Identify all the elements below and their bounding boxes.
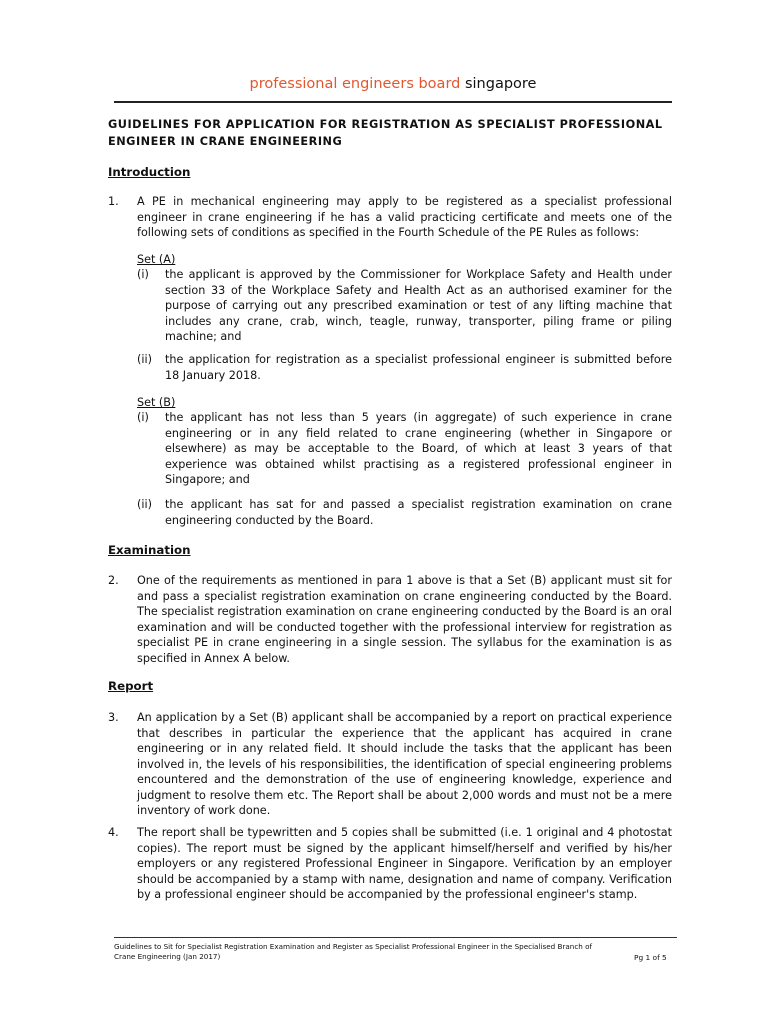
brand-name: professional engineers board: [249, 76, 461, 92]
set-b-label: Set (B): [137, 396, 176, 409]
paragraph-number: 3.: [108, 711, 119, 724]
item-text: the applicant has not less than 5 years (in aggregate) of such experience in crane engineering or in any field related to crane engineering (whether in Singapore or elsewhere) as may be acceptable to the Board, of which at least 3 years of that experience was obtained whilst practising as a registered professional engineer in Singapore; and: [165, 411, 672, 486]
paragraph-text: An application by a Set (B) applicant shall be accompanied by a report on practical experience that describes in particular the experience that the applicant has acquired in crane engineering or in any related field. It should include the tasks that the applicant has been involved in, the levels of his responsibilities, the identification of special engineering problems encountered and the demonstration of the use of engineering knowledge, experience and judgment to resolve them etc. The Report shall be about 2,000 words and must not be a mere inventory of work done.: [137, 711, 672, 817]
paragraph-number: 2.: [108, 574, 119, 587]
page-number: Pg 1 of 5: [634, 953, 667, 962]
item-number: (i): [137, 411, 149, 424]
header-divider: [114, 101, 672, 103]
document-title: [108, 116, 688, 150]
brand-suffix: singapore: [464, 76, 537, 92]
item-text: the applicant has sat for and passed a specialist registration examination on crane engineering conducted by the Board.: [165, 498, 672, 527]
title-line-2: ENGINEER IN CRANE ENGINEERING: [108, 135, 343, 148]
item-number: (ii): [137, 498, 152, 511]
paragraph-text: The report shall be typewritten and 5 copies shall be submitted (i.e. 1 original and 4 photostat copies). The report must be signed by the applicant himself/herself and verified by his/her employers or any registered Professional Engineer in Singapore. Verification by an employer should be accompanied by a stamp with name, designation and name of company. Verification by a professional engineer should be accompanied by the professional engineer's stamp.: [137, 826, 672, 901]
paragraph-text: One of the requirements as mentioned in para 1 above is that a Set (B) applicant must sit for and pass a specialist registration examination on crane engineering conducted by the Board. The specialist registration examination on crane engineering conducted by the Board is an oral examination and will be conducted together with the professional interview for registration as specialist PE in crane engineering in a single session. The syllabus for the examination is as specified in Annex A below.: [137, 574, 672, 665]
paragraph-number: 1.: [108, 195, 119, 208]
paragraph-text: A PE in mechanical engineering may apply to be registered as a specialist professional engineer in crane engineering if he has a valid practicing certificate and meets one of the following sets of conditions as specified in the Fourth Schedule of the PE Rules as follows:: [137, 195, 672, 239]
item-number: (i): [137, 268, 149, 281]
footer-caption: Guidelines to Sit for Specialist Registration Examination and Register as Specialist Professional Engineer in the Specialised Branch of Crane Engineering (Jan 2017): [114, 942, 593, 961]
item-number: (ii): [137, 353, 152, 366]
item-text: the application for registration as a specialist professional engineer is submitted before 18 January 2018.: [165, 353, 672, 382]
paragraph-number: 4.: [108, 826, 119, 839]
title-line-1: GUIDELINES FOR APPLICATION FOR REGISTRATION AS SPECIALIST PROFESSIONAL: [108, 118, 663, 131]
item-text: the applicant is approved by the Commissioner for Workplace Safety and Health under section 33 of the Workplace Safety and Health Act as an authorised examiner for the purpose of carrying out any prescribed examination or test of any lifting machine that includes any crane, crab, winch, teagle, runway, transporter, piling frame or piling machine; and: [165, 268, 672, 343]
footer-divider: [114, 937, 677, 938]
heading-introduction: Introduction: [108, 165, 191, 179]
heading-report: Report: [108, 679, 154, 693]
page-header: [114, 76, 672, 92]
heading-examination: Examination: [108, 543, 191, 557]
set-a-label: Set (A): [137, 253, 176, 266]
